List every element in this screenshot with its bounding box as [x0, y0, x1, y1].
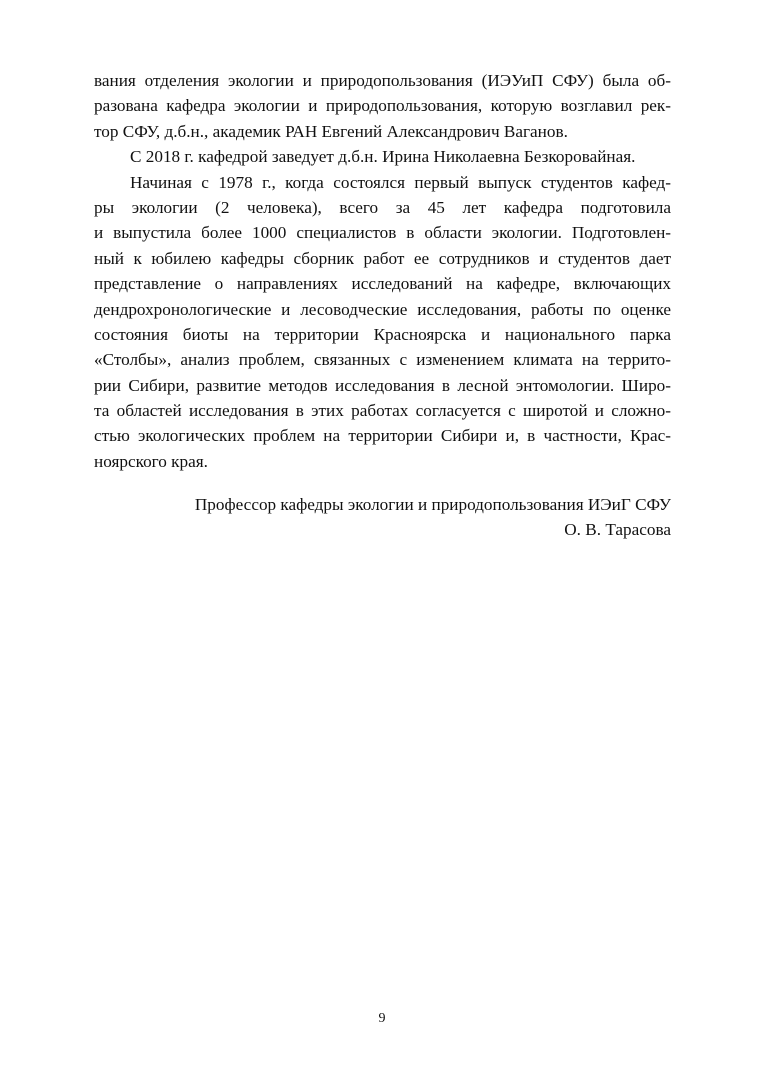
- paragraph-line: рии Сибири, развитие методов исследования в лесной энтомологии. Широ-: [94, 375, 671, 395]
- main-text: [94, 68, 671, 474]
- signature-position: Профессор кафедры экологии и природопользования ИЭиГ СФУ: [194, 495, 671, 514]
- paragraph-line: состояния биоты на территории Красноярска и национального парка: [94, 324, 671, 344]
- paragraph-line: тор СФУ, д.б.н., академик РАН Евгений Александрович Ваганов.: [94, 121, 568, 141]
- paragraph-line: Начиная с 1978 г., когда состоялся первый выпуск студентов кафед-: [130, 172, 671, 192]
- paragraph-line: та областей исследования в этих работах согласуется с широтой и сложно-: [94, 401, 671, 421]
- paragraph-line: и выпустила более 1000 специалистов в области экологии. Подготовлен-: [94, 223, 671, 243]
- signature-name: О. В. Тарасова: [564, 520, 671, 540]
- page-number: 9: [378, 1011, 386, 1026]
- paragraph-line: «Столбы», анализ проблем, связанных с изменением климата на террито-: [94, 350, 671, 370]
- paragraph-line: вания отделения экологии и природопользования (ИЭУиП СФУ) была об-: [94, 71, 671, 90]
- paragraph-line: ры экологии (2 человека), всего за 45 лет кафедра подготовила: [94, 197, 671, 217]
- signature-block: [94, 492, 671, 543]
- paragraph-line: разована кафедра экологии и природопользования, которую возглавил рек-: [94, 96, 671, 116]
- paragraph-line: С 2018 г. кафедрой заведует д.б.н. Ирина Николаевна Безкоровайная.: [130, 147, 636, 167]
- paragraph-line: стью экологических проблем на территории Сибири и, в частности, Крас-: [94, 426, 671, 446]
- paragraph-line: дендрохронологические и лесоводческие исследования, работы по оценке: [94, 299, 671, 319]
- paragraph-line: представление о направлениях исследований на кафедре, включающих: [94, 274, 671, 294]
- paragraph-line: ный к юбилею кафедры сборник работ ее сотрудников и студентов дает: [94, 248, 671, 268]
- paragraph-line: ноярского края.: [94, 451, 208, 471]
